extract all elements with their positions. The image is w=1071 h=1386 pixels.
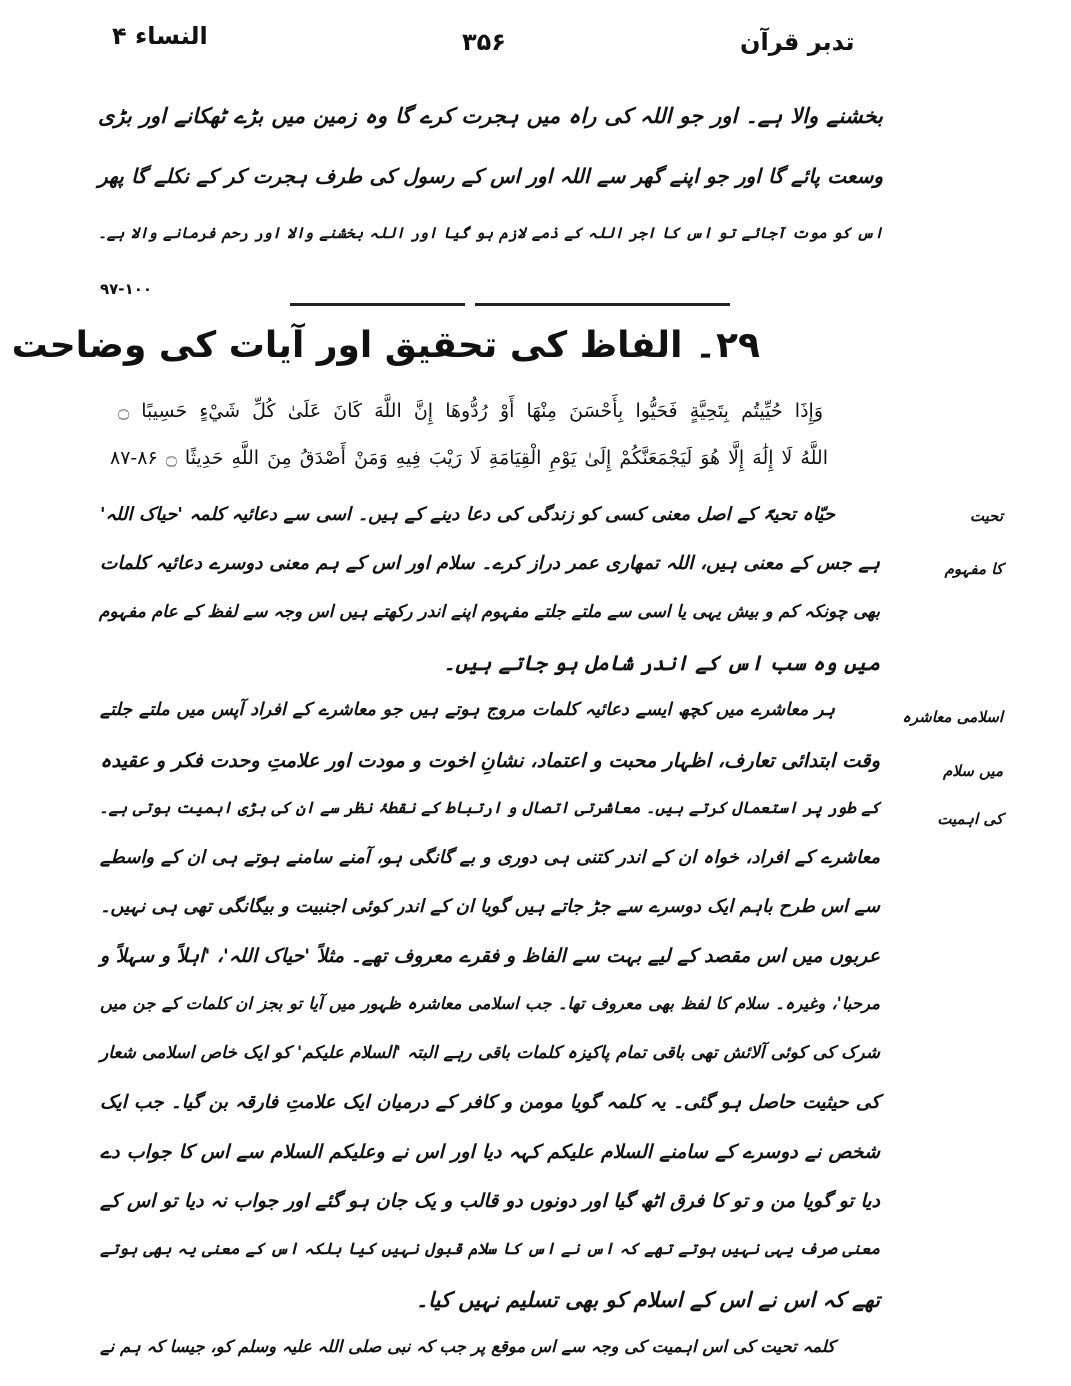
body-line: کے طور پر استعمال کرتے ہیں۔ معاشرتی اتصال و ارتباط کے نقطۂ نظر سے ان کی بڑی اہمیت ہوتی ہے۔ [99,798,880,817]
translation-line: اس کو موت آجائے تو اس کا اجر اللہ کے ذمے لازم ہو گیا اور اللہ بخشنے والا اور رحم فرمانے والا ہے۔ [98,224,883,242]
body-line: معاشرے کے افراد، خواہ ان کے اندر کتنی ہی دوری و بے گانگی ہو، آمنے سامنے ہوتے ہی ان کے واسطے [100,847,880,868]
body-line: تھے کہ اس نے اس کے اسلام کو بھی تسلیم نہیں کیا۔ [415,1288,880,1312]
verse-reference: ۹۷-۱۰۰ [100,280,153,298]
margin-note: تحیت [969,507,1003,525]
body-line: مرحبا'، وغیرہ۔ سلام کا لفظ بھی معروف تھا۔ جب اسلامی معاشرہ ظہور میں آیا تو بجز ان کلمات کے جن میں [100,994,880,1013]
translation-line: بخشنے والا ہے۔ اور جو اللہ کی راہ میں ہجرت کرے گا وہ زمین میں بڑے ٹھکانے اور بڑی [98,104,883,128]
body-line: کی حیثیت حاصل ہو گئی۔ یہ کلمہ گویا مومن و کافر کے درمیان ایک علامتِ فارقہ بن گیا۔ جب ایک [100,1092,880,1113]
margin-note: میں سلام [942,762,1003,780]
arabic-verse-line: وَإِذَا حُيِّيتُم بِتَحِيَّةٍ فَحَيُّوا بِأَحْسَنَ مِنْهَا أَوْ رُدُّوهَا إِنَّ اللَّهَ كَانَ عَلَىٰ كُلِّ شَيْءٍ حَسِيبًا ۝ [118,400,823,422]
body-line: دیا تو گویا من و تو کا فرق اٹھ گیا اور دونوں دو قالب و یک جان ہو گئے اور جواب نہ دیا تو اس کے [100,1190,880,1212]
body-line: وقت ابتدائی تعارف، اظہار محبت و اعتماد، نشانِ اخوت و مودت اور علامتِ وحدت فکر و عقیدہ [99,749,880,772]
body-line: معنی صرف یہی نہیں ہوتے تھے کہ اس نے اس کا سلام قبول نہیں کیا بلکہ اس کے معنی یہ بھی ہوتے [100,1239,880,1258]
page-number: ۳۵۶ [462,28,506,56]
body-line: شخص نے دوسرے کے سامنے السلام علیکم کہہ دیا اور اس نے وعلیکم السلام سے اس کا جواب دے [100,1141,880,1163]
body-line: میں وہ سب اس کے اندر شامل ہو جاتے ہیں۔ [443,651,880,675]
section-heading: ۲۹۔ الفاظ کی تحقیق اور آیات کی وضاحت [11,325,760,366]
margin-note: کا مفہوم [944,560,1003,578]
book-title: تدبر قرآن [740,28,855,56]
body-line: شرک کی کوئی آلائش تھی باقی تمام پاکیزہ کلمات باقی رہے البتہ 'السلام علیکم' کو ایک خاص اسلامی شعار [100,1043,880,1063]
body-line: ہر معاشرے میں کچھ ایسے دعائیہ کلمات مروج ہوتے ہیں جو معاشرے کے افراد آپس میں ملتے جلتے [100,700,835,720]
body-line: حیّاہ تحیۃً کے اصل معنی کسی کو زندگی کی دعا دینے کے ہیں۔ اسی سے دعائیہ کلمہ 'حیاک اللہ' [100,504,835,525]
translation-line: وسعت پائے گا اور جو اپنے گھر سے اللہ اور اس کے رسول کی طرف ہجرت کر کے نکلے گا پھر [98,164,883,188]
body-line: سے اس طرح باہم ایک دوسرے سے جڑ جاتے ہیں گویا ان کے اندر کوئی اجنبیت و بیگانگی تھی ہی نہیں۔ [100,896,880,917]
body-line: ہے جس کے معنی ہیں، اللہ تمھاری عمر دراز کرے۔ سلام اور اس کے ہم معنی دوسرے دعائیہ کلمات [100,553,880,574]
body-line: بھی چونکہ کم و بیش یہی یا اسی سے ملتے جلتے مفہوم اپنے اندر رکھتے ہیں اس وجہ سے لفظ کے عام مفہوم [98,602,880,622]
margin-note: کی اہمیت [937,810,1003,828]
body-line: کلمہ تحیت کی اس اہمیت کی وجہ سے اس موقع پر جب کہ نبی صلی اللہ علیہ وسلم کو، جیسا کہ ہم نے [100,1337,835,1356]
divider [290,303,465,306]
surah-name: النساء ۴ [112,22,208,50]
arabic-verse-line: اللَّهُ لَا إِلَٰهَ إِلَّا هُوَ لَيَجْمَعَنَّكُمْ إِلَىٰ يَوْمِ الْقِيَامَةِ لَا رَيْبَ فِيهِ وَمَنْ أَصْدَقُ مِنَ اللَّهِ حَدِيثًا ۝ ۸۶-۸۷ [110,447,828,469]
body-line: عربوں میں اس مقصد کے لیے بہت سے الفاظ و فقرے معروف تھے۔ مثلاً 'حیاک اللہ'، 'اہلاً و سہلاً و [100,945,880,967]
margin-note: اسلامی معاشرہ [902,708,1003,726]
divider [475,303,730,306]
